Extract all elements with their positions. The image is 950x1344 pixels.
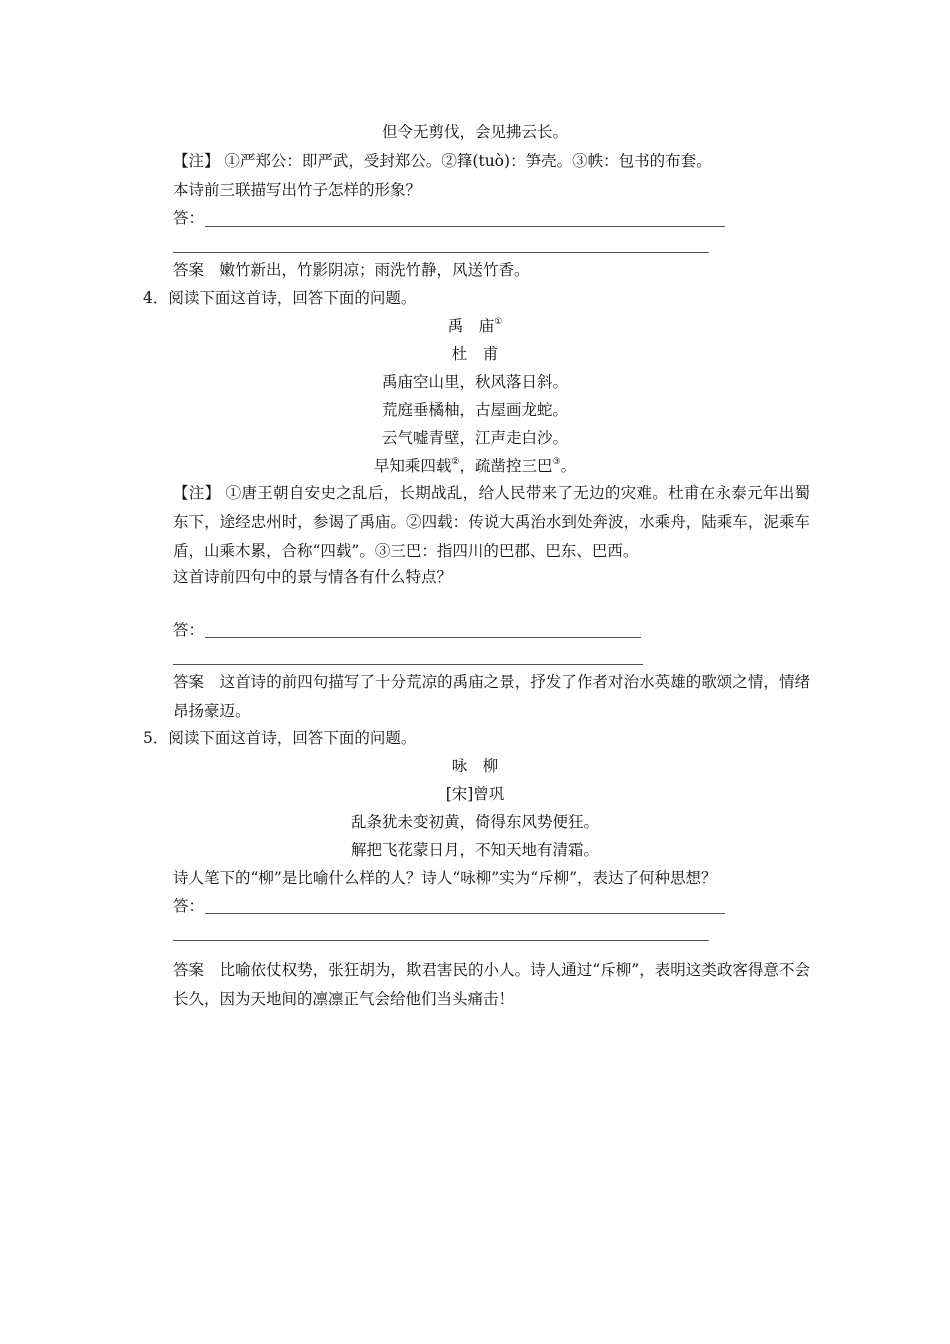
poem-line: 解把飞花蒙日月，不知天地有清霜。 — [350, 841, 599, 859]
question-prompt: 阅读下面这首诗，回答下面的问题。 — [168, 289, 417, 307]
footnote-mark: ① — [494, 317, 503, 327]
poem-author: [宋]曾巩 — [445, 785, 505, 803]
answer-line — [205, 913, 725, 914]
answer-line — [205, 226, 725, 227]
poem-line-part: ，疏凿控三巴 — [459, 457, 553, 475]
answer-line — [173, 252, 709, 253]
question-number — [143, 728, 416, 748]
answer-label: 答： — [173, 897, 205, 915]
footnote-mark: ② — [451, 457, 460, 467]
poem-line: 云气嘘青壁，江声走白沙。 — [381, 429, 568, 447]
poem-title — [0, 316, 950, 336]
poem-line-part: 。 — [560, 457, 577, 475]
poem-line: 禹庙空山里，秋风落日斜。 — [381, 373, 568, 391]
poem-line: 荒庭垂橘柚，古屋画龙蛇。 — [381, 401, 568, 419]
answer-label: 答： — [173, 209, 205, 227]
answer-text: 答案 嫩竹新出，竹影阴凉；雨洗竹静，风送竹香。 — [173, 261, 530, 279]
poem-line-part: 早知乘四载 — [373, 457, 452, 475]
poem-line — [0, 456, 950, 476]
poem-line: 但令无剪伐，会见拂云长。 — [381, 123, 568, 141]
answer-text: 答案 比喻依仗权势，张狂胡为，欺君害民的小人。诗人通过“斥柳”，表明这类政客得意不会长久，因为天地间的凛凛正气会给他们当头痛击！ — [173, 961, 810, 1008]
question-text: 诗人笔下的“柳”是比喻什么样的人？诗人“咏柳”实为“斥柳”，表达了何种思想？ — [173, 869, 717, 887]
note: 【注】 ①唐王朝自安史之乱后，长期战乱，给人民带来了无边的灾难。杜甫在永泰元年出蜀东下，途经忠州时，参谒了禹庙。②四载：传说大禹治水到处奔波，水乘舟，陆乘车，泥乘车盾，山乘木累，合称“四载”。③三巴：指四川的巴郡、巴东、巴西。 — [173, 484, 810, 560]
answer-text: 答案 这首诗的前四句描写了十分荒凉的禹庙之景，抒发了作者对治水英雄的歌颂之情，情绪昂扬豪迈。 — [173, 673, 810, 720]
question-text: 本诗前三联描写出竹子怎样的形象？ — [173, 181, 422, 199]
question-number-label: 4． — [143, 289, 169, 307]
answer-line — [173, 664, 643, 665]
note: 【注】 ①严郑公：即严武，受封郑公。②箨(tuò)：笋壳。③帙：包书的布套。 — [173, 152, 712, 170]
poem-line: 乱条犹未变初黄，倚得东风势便狂。 — [350, 813, 599, 831]
answer-line — [205, 637, 641, 638]
question-prompt: 阅读下面这首诗，回答下面的问题。 — [168, 729, 417, 747]
question-number — [143, 288, 416, 308]
answer-label: 答： — [173, 621, 205, 639]
question-text: 这首诗前四句中的景与情各有什么特点？ — [173, 568, 453, 586]
answer-line — [173, 940, 709, 941]
poem-author: 杜 甫 — [451, 345, 499, 363]
question-number-label: 5． — [143, 729, 169, 747]
poem-title-text: 禹 庙 — [447, 317, 495, 335]
footnote-mark: ③ — [552, 457, 561, 467]
poem-title: 咏 柳 — [451, 757, 499, 775]
